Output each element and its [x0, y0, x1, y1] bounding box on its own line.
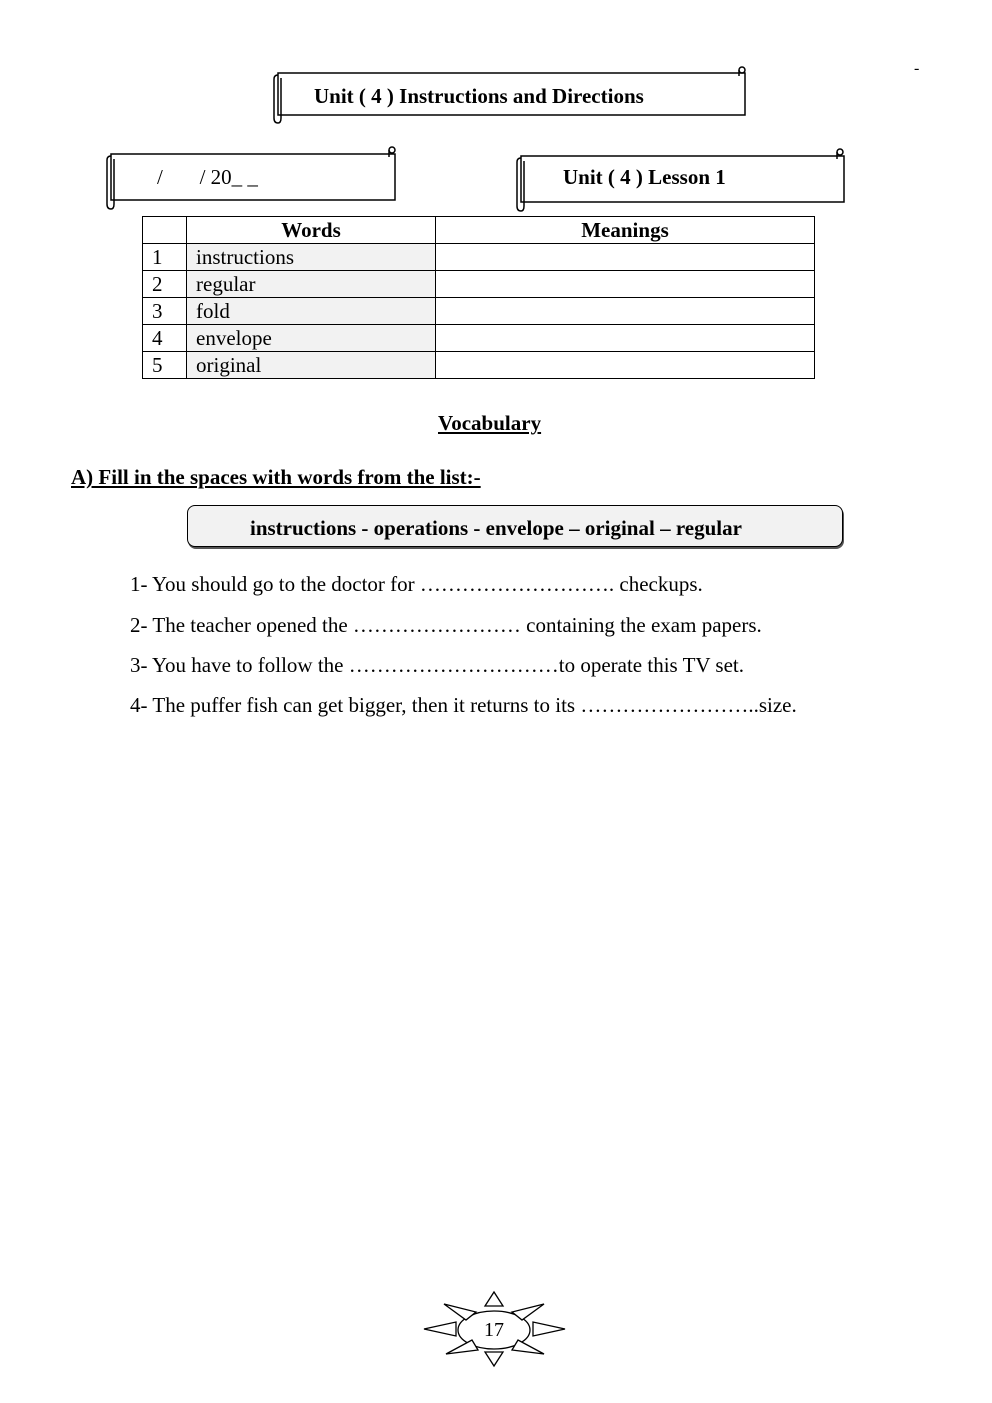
- lesson-scroll-banner: [515, 148, 847, 212]
- section-title: Vocabulary: [438, 411, 542, 435]
- table-header-row: [143, 217, 815, 244]
- row-word: regular: [187, 271, 436, 298]
- table-row: [143, 244, 815, 271]
- exercise-heading: A) Fill in the spaces with words from the list:-: [71, 465, 481, 489]
- row-meaning-blank[interactable]: [436, 298, 815, 325]
- table-row: [143, 298, 815, 325]
- row-meaning-blank[interactable]: [436, 244, 815, 271]
- date-field[interactable]: / / 20_ _: [157, 165, 258, 189]
- row-number: 5: [143, 352, 187, 379]
- header-words: Words: [187, 217, 436, 244]
- row-word: original: [187, 352, 436, 379]
- vocabulary-table: [142, 216, 815, 379]
- row-number: 3: [143, 298, 187, 325]
- question-2: 2- The teacher opened the …………………… containing the exam papers.: [130, 613, 762, 637]
- table-row: [143, 352, 815, 379]
- lesson-title: Unit ( 4 ) Lesson 1: [563, 165, 726, 189]
- title-scroll-banner: [272, 66, 748, 124]
- row-meaning-blank[interactable]: [436, 352, 815, 379]
- word-list-text: instructions - operations - envelope – original – regular: [250, 516, 742, 540]
- page-number-badge: [420, 1288, 568, 1368]
- table-row: [143, 271, 815, 298]
- question-3: 3- You have to follow the …………………………to operate this TV set.: [130, 653, 745, 677]
- row-meaning-blank[interactable]: [436, 325, 815, 352]
- row-number: 2: [143, 271, 187, 298]
- row-word: instructions: [187, 244, 436, 271]
- word-list-box: [187, 505, 843, 547]
- row-word: fold: [187, 298, 436, 325]
- row-number: 4: [143, 325, 187, 352]
- row-number: 1: [143, 244, 187, 271]
- header-number: [143, 217, 187, 244]
- header-meanings: Meanings: [436, 217, 815, 244]
- date-scroll-banner: [105, 146, 397, 210]
- page-number: 17: [484, 1319, 504, 1341]
- unit-title: Unit ( 4 ) Instructions and Directions: [314, 84, 644, 108]
- row-meaning-blank[interactable]: [436, 271, 815, 298]
- table-row: [143, 325, 815, 352]
- question-1: 1- You should go to the doctor for ………………………. checkups.: [130, 572, 703, 596]
- question-4: 4- The puffer fish can get bigger, then it returns to its ……………………..size.: [130, 693, 797, 717]
- corner-mark: -: [914, 60, 920, 77]
- row-word: envelope: [187, 325, 436, 352]
